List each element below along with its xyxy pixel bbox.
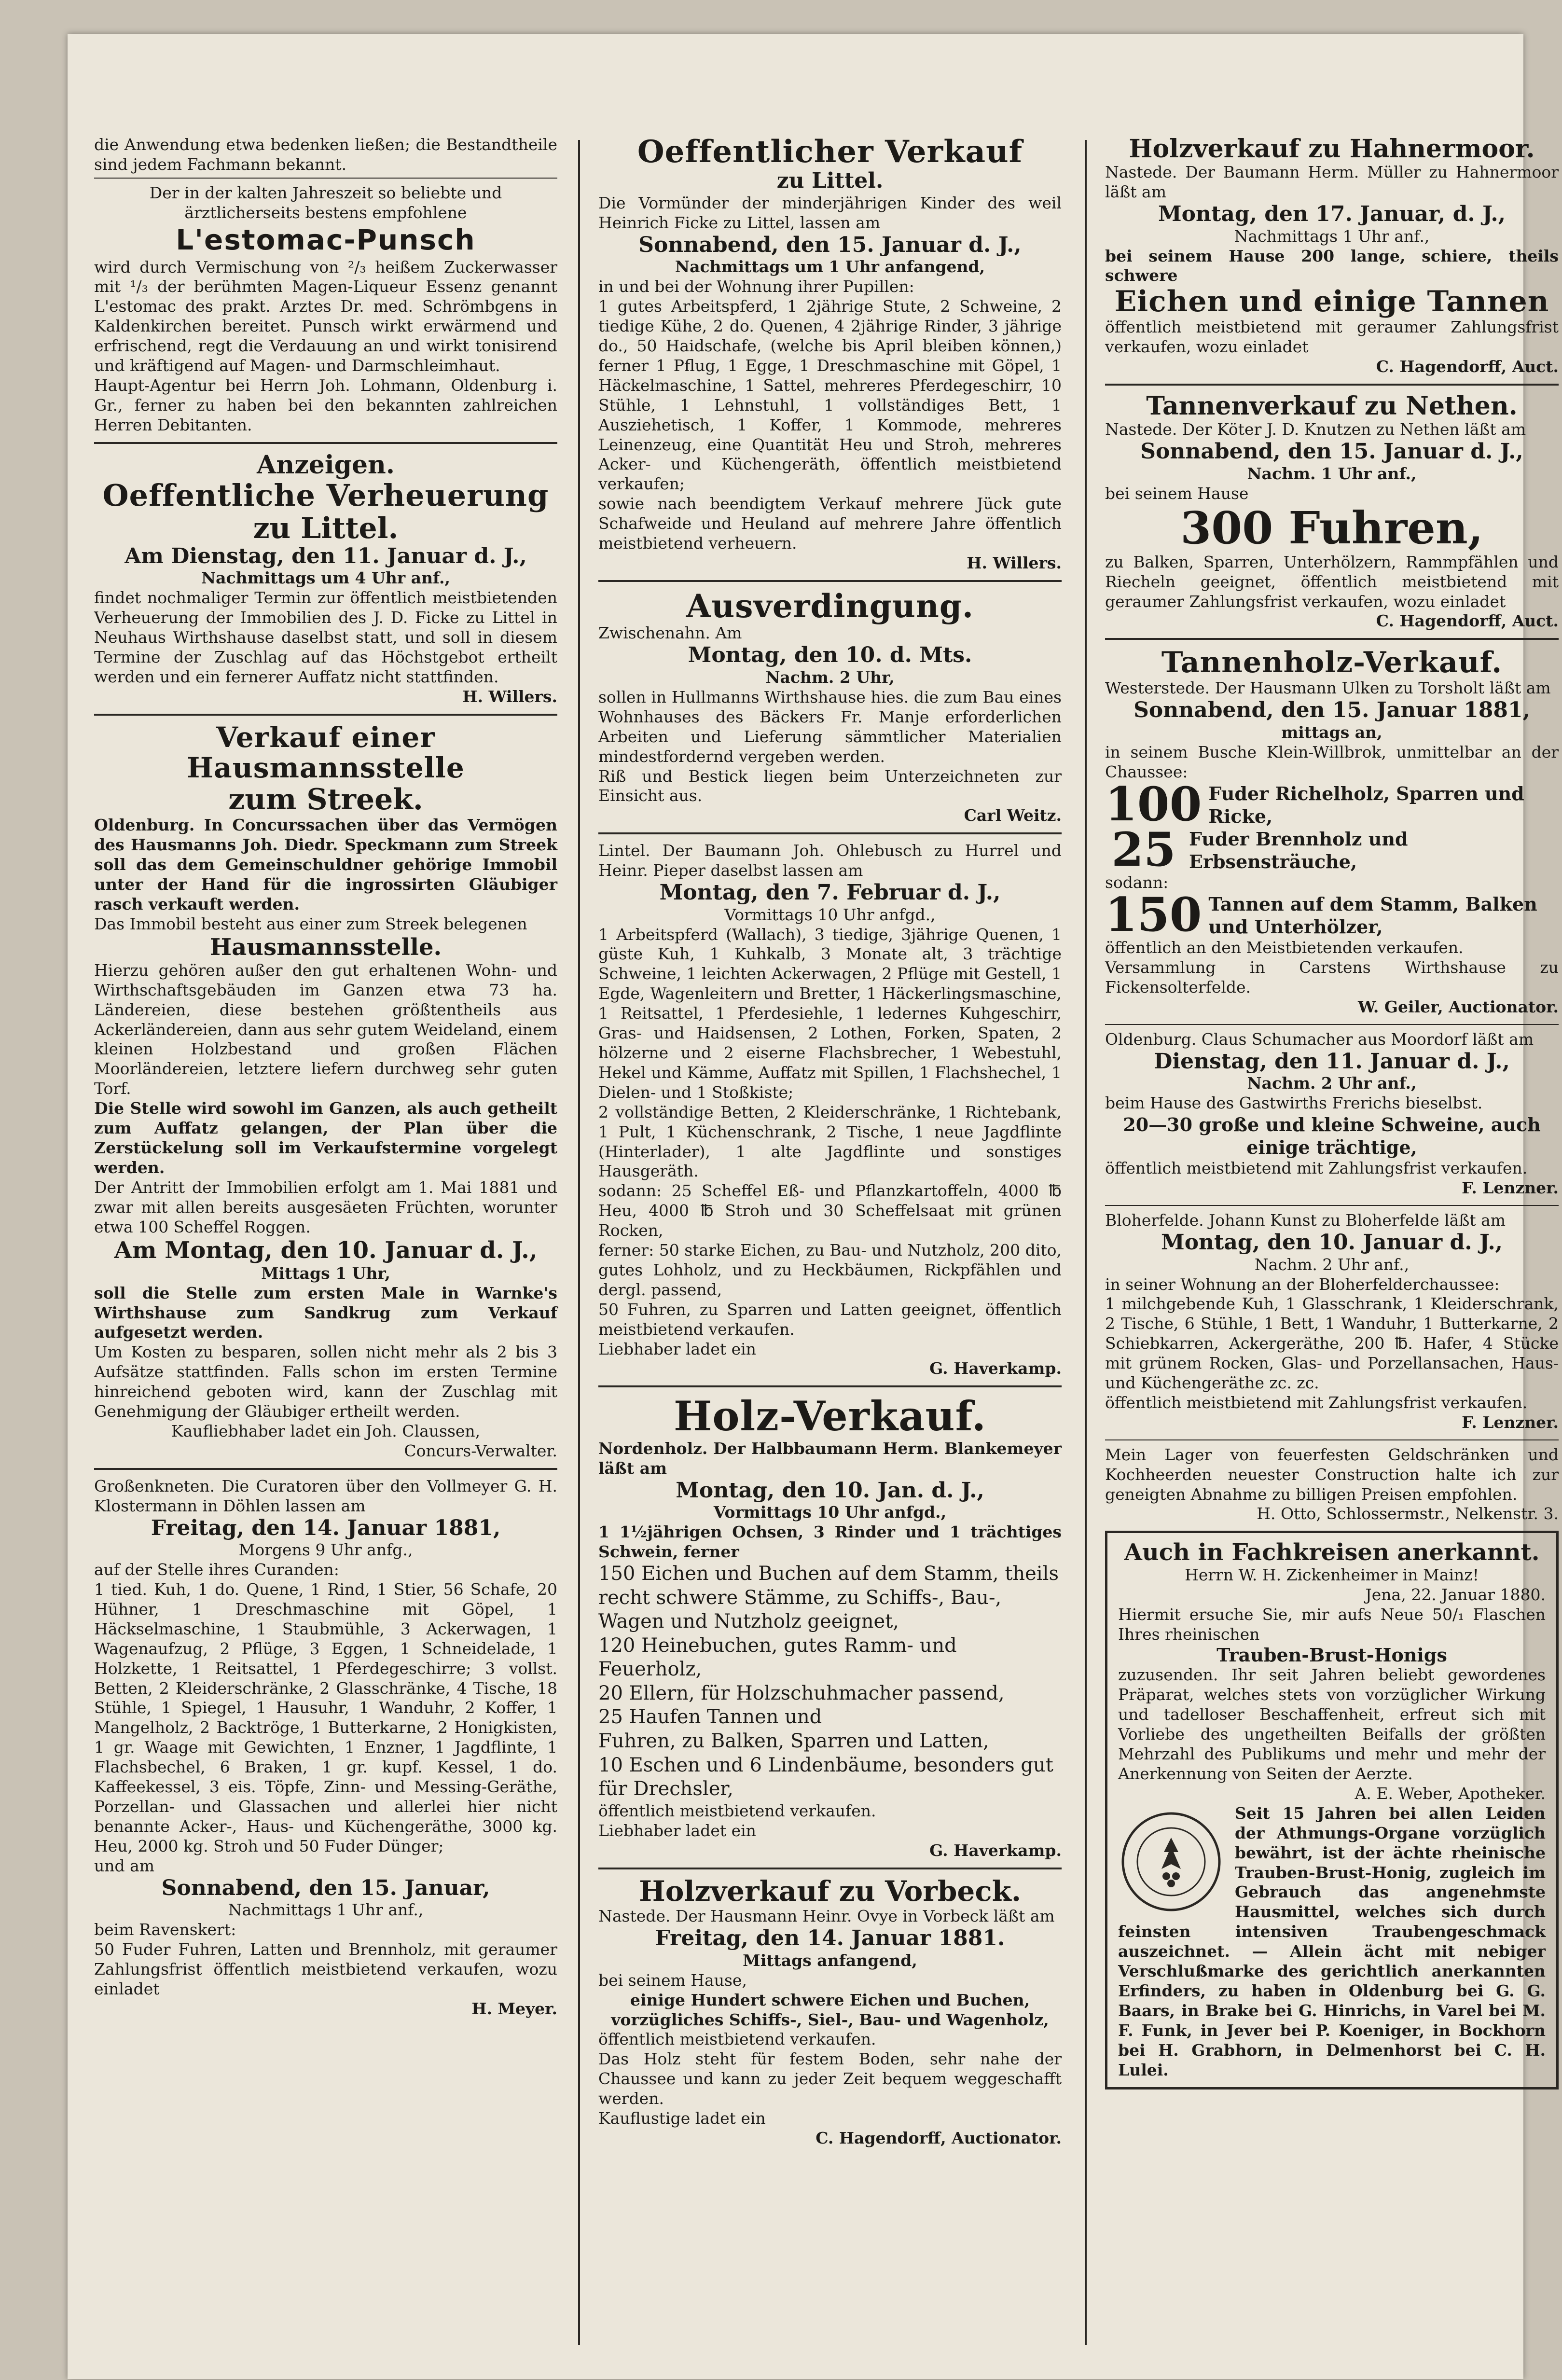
ad-signature: G. Haverkamp. — [929, 1840, 1062, 1860]
ad-time: Nachmittags um 1 Uhr anfangend, — [675, 257, 985, 277]
ad-title: Tannenholz-Verkauf. — [1161, 646, 1503, 680]
ad-subtitle: zum Streek. — [228, 783, 423, 817]
ad-signature: C. Hagendorff, Auctionator. — [816, 2129, 1062, 2148]
column-3 — [1105, 135, 1559, 2365]
section-heading: Anzeigen. — [257, 450, 395, 480]
ad-body: findet nochmaliger Termin zur öffentlich meistbietenden Verheuerung der Immobilien des J. D. Ficke zu Littel in Neuhaus Wirthshause daselbst statt, und soll in diesem Termine der Zuschlag auf das Höchstgebot ertheilt werden und ein fernerer Auffatz nicht stattfinden. — [94, 588, 557, 686]
list-item: 25 Haufen Tannen und — [598, 1706, 822, 1729]
ad-paragraph: Jena, 22. Januar 1880. — [1365, 1585, 1546, 1605]
ad-paragraph: sollen in Hullmanns Wirthshause hies. die zum Bau eines Wohnhauses des Bäckers Fr. Manje erforderlichen Arbeiten und Lieferung sämmtlicher Materialien mindestfordernd vergeben werden. — [598, 687, 1062, 766]
ad-intro: Der in der kalten Jahreszeit so beliebte und ärztlicherseits bestens empfohlene — [149, 183, 502, 222]
ad-date: Montag, den 10. Jan. d. J., — [676, 1478, 984, 1503]
ad-time: mittags an, — [1281, 722, 1382, 742]
ad-title: Holz-Verkauf. — [673, 1392, 986, 1440]
ad-paragraph: und am — [94, 1856, 155, 1875]
ad-signature: C. Hagendorff, Auct. — [1376, 357, 1559, 376]
ad-paragraph: ferner: 50 starke Eichen, zu Bau- und Nutzholz, 200 dito, gutes Lohholz, und zu Heckbäumen, Rickpfählen und dergl. passend, — [598, 1241, 1062, 1299]
ad-paragraph: Nordenholz. Der Halbbaumann Herm. Blankemeyer läßt am — [598, 1439, 1062, 1478]
littel-ad — [598, 135, 1062, 573]
column-1 — [94, 135, 557, 2365]
ad-signature: Carl Weitz. — [964, 806, 1062, 825]
ad-paragraph: in seinem Busche Klein-Willbrok, unmittelbar an der Chaussee: — [1105, 742, 1559, 781]
ad-signature: A. E. Weber, Apotheker. — [1355, 1784, 1546, 1803]
ad-paragraph: öffentlich meistbietend verkaufen. — [598, 2030, 876, 2049]
ad-paragraph: 1 1½jährigen Ochsen, 3 Rinder und 1 trächtiges Schwein, ferner — [598, 1522, 1062, 1561]
ad-signature: F. Lenzner. — [1462, 1412, 1559, 1432]
ad-paragraph: in seiner Wohnung an der Bloherfelderchaussee: — [1105, 1274, 1500, 1294]
bloherfelde-ad — [1105, 1211, 1559, 1433]
quantity-text: Tannen auf dem Stamm, Balken und Unterhölzer, — [1208, 893, 1537, 938]
ad-paragraph: Nastede. Der Hausmann Heinr. Ovye in Vorbeck läßt am — [598, 1907, 1055, 1926]
ad-paragraph: 1 Arbeitspferd (Wallach), 3 tiedige, 3jährige Quenen, 1 güste Kuh, 1 Kuhkalb, 3 Monate alt, 3 trächtige Schweine, 1 leichten Ackerwagen, 2 Pflüge mit Gestell, 1 Egde, Wagenleitern und Bretter, 1 Häckerlingsmaschine, 1 Reitsattel, 1 Pferdesiehle, 1 ledernes Kuhgeschirr, Gras- und Haidsensen, 2 Lothen, Forken, Spaten, 2 hölzerne und 2 eiserne Flachsbrecher, 1 Webestuhl, Hekel und Kämme, Auffatz mit Spillen, 1 Flachshechel, 1 Dielen- und 1 Stoßkiste; — [598, 925, 1062, 1102]
ad-paragraph: sodann: 25 Scheffel Eß- und Pflanzkartoffeln, 4000 ℔ Heu, 4000 ℔ Stroh und 30 Scheffelsaat mit grünen Rocken, — [598, 1181, 1062, 1240]
ad-signature: G. Haverkamp. — [929, 1359, 1062, 1378]
hausmann-ad — [94, 722, 557, 1461]
ad-paragraph: Der Antritt der Immobilien erfolgt am 1. Mai 1881 und zwar mit allen bereits ausgesäeten Früchten, worunter etwa 100 Scheffel Roggen. — [94, 1177, 557, 1236]
ad-paragraph: Lintel. Der Baumann Joh. Ohlebusch zu Hurrel und Heinr. Pieper daselbst lassen am — [598, 841, 1062, 880]
ad-paragraph: einige Hundert schwere Eichen und Buchen, vorzügliches Schiffs-, Siel-, Bau- und Wagenholz, — [611, 1990, 1049, 2029]
ad-date: Dienstag, den 11. Januar d. J., — [1154, 1049, 1510, 1074]
quantity-row — [1105, 887, 1559, 942]
ad-paragraph: bei seinem Hause — [1105, 484, 1249, 503]
ad-paragraph: Hiermit ersuche Sie, mir aufs Neue 50/₁ Flaschen Ihres rheinischen — [1118, 1605, 1546, 1644]
ad-time: Mittags anfangend, — [743, 1951, 917, 1970]
ad-paragraph: 50 Fuder Fuhren, Latten und Brennholz, mit geraumer Zahlungsfrist öffentlich meistbietend verkaufen, wozu einladet — [94, 1939, 557, 1998]
ad-paragraph: Die Vormünder der minderjährigen Kinder des weil Heinrich Ficke zu Littel, lassen am — [598, 193, 1062, 232]
ad-paragraph: Liebhaber ladet ein — [598, 1821, 756, 1840]
ad-paragraph: sodann: — [1105, 873, 1169, 892]
ad-paragraph: Herrn W. H. Zickenheimer in Mainz! — [1185, 1565, 1479, 1585]
ad-signature: Concurs-Verwalter. — [404, 1441, 557, 1460]
ad-paragraph: Kauflustige ladet ein — [598, 2109, 766, 2128]
ad-paragraph: 1 tied. Kuh, 1 do. Quene, 1 Rind, 1 Stier, 56 Schafe, 20 Hühner, 1 Dreschmaschine mit Göpel, 1 Häckselmaschine, 1 Staubmühle, 3 Ackerwagen, 1 Wagenaufzug, 2 Pflüge, 3 Eggen, 1 Schneidelade, 1 Holzkette, 1 Reitsattel, 1 Pferdegeschirre; 3 vollst. Betten, 2 Kleiderschränke, 2 Glasschränke, 4 Tische, 18 Stühle, 1 Spiegel, 1 Hausuhr, 1 Wanduhr, 2 Koffer, 1 Mangelholz, 2 Backtröge, 1 Butterkarne, 2 Honigkisten, 1 gr. Waage mit Gewichten, 1 Enzner, 1 Jagdflinte, 1 Flachsbechel, 6 Braken, 1 gr. kupf. Kessel, 1 do. Kaffeekessel, 3 eis. Töpfe, Zinn- und Messing-Geräthe, Porzellan- und Glassachen und allerlei hier nicht benannte Acker-, Haus- und Küchengeräthe, 3000 kg. Heu, 2000 kg. Stroh und 50 Fuder Dünger; — [94, 1579, 557, 1855]
ad-time: Nachmittags 1 Uhr anf., — [228, 1900, 424, 1920]
ad-paragraph: Hierzu gehören außer den gut erhaltenen Wohn- und Wirthschaftsgebäuden im Ganzen etwa 73 ha. Ländereien, diese bestehen größtentheils aus Ackerländereien, dann aus sehr gutem Weideland, einem kleinen Holzbestand und großen Flächen Moorländereien, letztere liefern durchweg sehr guten Torf. — [94, 960, 557, 1098]
ad-paragraph: sowie nach beendigtem Verkauf mehrere Jück gute Schafweide und Heuland auf mehrere Jahre öffentlich meistbietend verheuern. — [598, 494, 1062, 553]
ad-paragraph: 50 Fuhren, zu Sparren und Latten geeignet, öffentlich meistbietend verkaufen. — [598, 1300, 1062, 1339]
list-item: Fuhren, zu Balken, Sparren und Latten, — [598, 1730, 989, 1753]
ad-title: Verkauf einer Hausmannsstelle — [187, 720, 465, 785]
ad-paragraph: Zwischenahn. Am — [598, 623, 742, 643]
ad-highlight: Eichen und einige Tannen — [1114, 285, 1549, 319]
ad-agent: Haupt-Agentur bei Herrn Joh. Lohmann, Oldenburg i. Gr., ferner zu haben bei den bekannten zahlreichen Herren Debitanten. — [94, 375, 557, 434]
ad-title: Holzverkauf zu Hahnermoor. — [1129, 134, 1535, 164]
ad-date: Montag, den 10. Januar d. J., — [1161, 1230, 1503, 1255]
ad-paragraph: Nastede. Der Köter J. D. Knutzen zu Nethen läßt am — [1105, 420, 1526, 439]
ad-paragraph: öffentlich meistbietend mit Zahlungsfrist verkaufen. — [1105, 1393, 1528, 1412]
ad-signature: F. Lenzner. — [1462, 1178, 1559, 1198]
list-item: 150 Eichen und Buchen auf dem Stamm, theils recht schwere Stämme, zu Schiffs-, Bau-, Wagen und Nutzholz geeignet, — [598, 1562, 1059, 1633]
ad-date: Sonnabend, den 15. Januar d. J., — [638, 232, 1022, 257]
ad-date: Sonnabend, den 15. Januar 1881, — [1133, 698, 1530, 723]
ad-time: Morgens 9 Uhr anfg., — [238, 1540, 413, 1560]
ad-paragraph: auf der Stelle ihres Curanden: — [94, 1560, 339, 1579]
top-text: die Anwendung etwa bedenken ließen; die Bestandtheile sind jedem Fachmann bekannt. — [94, 135, 557, 174]
ad-signature: H. Willers. — [967, 553, 1062, 572]
ad-subheading: Hausmannsstelle. — [209, 933, 442, 961]
ad-paragraph: Versammlung in Carstens Wirthshause zu Fickensolterfelde. — [1105, 958, 1559, 996]
ad-time: Nachm. 2 Uhr, — [765, 667, 895, 687]
quantity: 150 — [1105, 887, 1202, 942]
ad-time: Nachm. 2 Uhr anf., — [1247, 1074, 1417, 1093]
product-name: L'estomac-Punsch — [176, 223, 476, 256]
grossenkneten-ad — [94, 1477, 557, 2019]
ad-time: Nachm. 2 Uhr anf., — [1254, 1255, 1410, 1274]
ad-signature: H. Otto, Schlossermstr., Nelkenstr. 3. — [1257, 1504, 1559, 1523]
ad-paragraph: bei seinem Hause, — [598, 1970, 747, 1990]
ad-date: Sonnabend, den 15. Januar d. J., — [1140, 439, 1523, 464]
ad-paragraph: Seit 15 Jahren bei allen Leiden der Athmungs-Organe vorzüglich bewährt, ist der ächte rheinische Trauben-Brust-Honig, zugleich im Gebrauch das angenehmste Hausmittel, welches sich durch feinsten intensiven Traubengeschmack auszeichnet. — Allein ächt mit nebiger Verschlußmarke des gerichtlich anerkannten Erfinders, zu haben in Oldenburg bei G. G. Baars, in Brake bei G. Hinrichs, in Varel bei M. F. Funk, in Jever bei P. Koeniger, in Bockhorn bei H. Grabhorn, in Delmenhorst bei C. H. Lulei. — [1118, 1803, 1546, 2079]
newspaper-page — [68, 34, 1559, 2379]
punsch-ad — [94, 183, 557, 435]
ad-date: Montag, den 17. Januar, d. J., — [1158, 202, 1506, 226]
quantity-row — [1105, 776, 1559, 831]
ad-paragraph: 20—30 große und kleine Schweine, auch einige trächtige, — [1123, 1114, 1541, 1159]
ad-paragraph: Bloherfelde. Johann Kunst zu Bloherfelde läßt am — [1105, 1211, 1506, 1230]
ad-signature: H. Meyer. — [471, 1999, 557, 2018]
list-item: 20 Ellern, für Holzschuhmacher passend, — [598, 1682, 1005, 1704]
ad-subtitle: Trauben-Brust-Honigs — [1216, 1644, 1447, 1666]
tannenholz-ad — [1105, 647, 1559, 1017]
moordorf-ad — [1105, 1030, 1559, 1198]
ad-paragraph: Die Stelle wird sowohl im Ganzen, als auch getheilt zum Auffatz gelangen, der Plan über die Zerstückelung soll im Verkaufstermine vorgelegt werden. — [94, 1099, 557, 1177]
ad-title: Ausverdingung. — [686, 587, 974, 625]
ad-signature: C. Hagendorff, Auct. — [1376, 611, 1559, 631]
verheuerung-ad — [94, 479, 557, 706]
quantity-text: Fuder Richelholz, Sparren und Ricke, — [1208, 782, 1524, 827]
ad-subtitle: zu Littel. — [776, 168, 884, 194]
ad-date: Sonnabend, den 15. Januar, — [161, 1875, 490, 1900]
list-item: 10 Eschen und 6 Lindenbäume, besonders gut für Drechsler, — [598, 1754, 1053, 1800]
ad-time: Vormittags 10 Uhr anfgd., — [724, 905, 936, 924]
ad-paragraph: Oldenburg. Claus Schumacher aus Moordorf läßt am — [1105, 1029, 1534, 1049]
ad-body: wird durch Vermischung von ²/₃ heißem Zuckerwasser mit ¹/₃ der berühmten Magen-Liqueur Essenz genannt L'estomac des prakt. Arztes Dr. med. Schrömbgens in Kaldenkirchen bereitet. Punsch wirkt erwärmend und erfrischend, regt die Verdauung an und wirkt tonisirend und kräftigend auf Magen- und Darmschleimhaut. — [94, 257, 557, 375]
ad-paragraph: zu Balken, Sparren, Unterhölzern, Rammpfählen und Riecheln geeignet, öffentlich meistbietend mit geraumer Zahlungsfrist verkaufen, wozu einladet — [1105, 552, 1559, 611]
lintel-ad — [598, 841, 1062, 1379]
ad-paragraph: Das Immobil besteht aus einer zum Streek belegenen — [94, 914, 527, 933]
column-rule — [1085, 140, 1087, 2345]
quantity-row — [1105, 822, 1559, 877]
ad-paragraph: Um Kosten zu besparen, sollen nicht mehr als 2 bis 3 Aufsätze stattfinden. Falls schon im ersten Termine hinreichend geboten wird, kann der Zuschlag mit Genehmigung der Gläubiger ertheilt werden. — [94, 1342, 557, 1421]
ad-paragraph: beim Hause des Gastwirths Frerichs bieselbst. — [1105, 1093, 1483, 1113]
ad-date: Freitag, den 14. Januar 1881, — [151, 1515, 501, 1540]
ad-paragraph: 1 gutes Arbeitspferd, 1 2jährige Stute, 2 Schweine, 2 tiedige Kühe, 2 do. Quenen, 4 2jährige Rinder, 3 jährige do., 50 Haidschafe, (welche bis April bleiben können,) ferner 1 Pflug, 1 Egge, 1 Dreschmaschine mit Göpel, 1 Häckelmaschine, 1 Sattel, mehreres Pferdegeschirr, 10 Stühle, 1 Lehnstuhl, 1 vollständiges Bett, 1 Ausziehetisch, 1 Koffer, 1 Kommode, mehreres Leinenzeug, eine Quantität Heu und Stroh, mehreres Acker- und Küchengeräth, öffentlich meistbietend verkaufen; — [598, 297, 1062, 494]
ad-paragraph: zuzusenden. Ihr seit Jahren beliebt gewordenes Präparat, welches stets von vorzüglicher Wirkung und tadelloser Beschaffenheit, erfreut sich mit Vorliebe des ungetheilten Beifalls der größten Mehrzahl des Publikums und mehr und mehr der Anerkennung von Seiten der Aerzte. — [1118, 1665, 1546, 1784]
ad-title: Auch in Fachkreisen anerkannt. — [1124, 1539, 1540, 1566]
quantity: 100 — [1105, 776, 1202, 831]
ad-signature: H. Willers. — [462, 687, 557, 706]
ad-paragraph: bei seinem Hause 200 lange, schiere, theils schwere — [1105, 246, 1559, 285]
list-item: 120 Heinebuchen, gutes Ramm- und Feuerholz, — [598, 1634, 957, 1681]
otto-ad — [1105, 1445, 1559, 1524]
quantity: 25 — [1111, 822, 1176, 877]
ad-time: Vormittags 10 Uhr anfgd., — [713, 1503, 947, 1522]
item-list — [598, 1562, 1062, 1801]
ad-paragraph: öffentlich an den Meistbietenden verkaufen. — [1105, 938, 1464, 957]
column-rule — [578, 140, 580, 2345]
hahnermoor-ad — [1105, 135, 1559, 377]
ad-paragraph: Oldenburg. In Concurssachen über das Vermögen des Hausmanns Joh. Diedr. Speckmann zum Streek soll das dem Gemeinschuldner gehörige Immobil unter der Hand für die ingrossirten Gläubiger rasch verkauft werden. — [94, 816, 557, 913]
ad-paragraph: in und bei der Wohnung ihrer Pupillen: — [598, 277, 914, 296]
ad-date: Am Montag, den 10. Januar d. J., — [114, 1236, 538, 1264]
ad-time: Mittags 1 Uhr, — [261, 1263, 390, 1283]
ad-paragraph: Das Holz steht für festem Boden, sehr nahe der Chaussee und kann zu jeder Zeit bequem weggeschafft werden. — [598, 2049, 1062, 2108]
quantity-text: Fuder Brennholz und Erbsensträuche, — [1189, 828, 1408, 872]
column-2 — [598, 135, 1062, 2365]
ad-paragraph: Mein Lager von feuerfesten Geldschränken und Kochheerden neuester Construction halte ich zur geneigten Abnahme zu billigen Preisen empfohlen. — [1105, 1445, 1559, 1504]
ad-title: Tannenverkauf zu Nethen. — [1146, 391, 1518, 421]
ad-date: Montag, den 10. d. Mts. — [688, 643, 972, 668]
ad-subtitle: zu Littel. — [253, 511, 399, 545]
ad-time: Nachmittags 1 Uhr anf., — [1234, 226, 1430, 246]
nethen-ad — [1105, 392, 1559, 631]
ad-title: Holzverkauf zu Vorbeck. — [638, 1874, 1022, 1908]
ad-date: Montag, den 7. Februar d. J., — [659, 880, 1001, 905]
ad-title: Oeffentliche Verheuerung — [102, 478, 549, 513]
vorbeck-ad — [598, 1876, 1062, 2148]
ad-paragraph: öffentlich meistbietend mit Zahlungsfrist verkaufen. — [1105, 1159, 1528, 1178]
ad-signature: W. Geiler, Auctionator. — [1357, 997, 1559, 1016]
ad-paragraph: öffentlich meistbietend mit geraumer Zahlungsfrist verkaufen, wozu einladet — [1105, 318, 1559, 357]
ausverdingung-ad — [598, 589, 1062, 826]
ad-paragraph: Liebhaber ladet ein — [598, 1339, 756, 1358]
ad-time: Nachmittags um 4 Uhr anf., — [201, 568, 450, 588]
ad-highlight: 300 Fuhren, — [1180, 501, 1483, 554]
honig-ad-box — [1105, 1531, 1559, 2089]
ad-paragraph: öffentlich meistbietend verkaufen. — [598, 1801, 876, 1820]
ad-date: Freitag, den 14. Januar 1881. — [655, 1926, 1005, 1951]
ad-paragraph: 1 milchgebende Kuh, 1 Glasschrank, 1 Kleiderschrank, 2 Tische, 6 Stühle, 1 Bett, 1 Wanduhr, 1 Butterkarne, 2 Schiebkarren, Ackergeräthe, 200 ℔. Hafer, 4 Stücke mit grünem Rocken, Glas- und Porzellansachen, Haus- und Küchengeräthe zc. zc. — [1105, 1294, 1559, 1393]
ad-paragraph: Westerstede. Der Hausmann Ulken zu Torsholt läßt am — [1105, 678, 1551, 698]
seal-stamp-icon — [1118, 1809, 1224, 1915]
ad-paragraph: soll die Stelle zum ersten Male in Warnke's Wirthshause zum Sandkrug zum Verkauf aufgesetzt werden. — [94, 1283, 557, 1342]
ad-paragraph: Riß und Bestick liegen beim Unterzeichneten zur Einsicht aus. — [598, 766, 1062, 805]
holzverkauf-ad — [598, 1394, 1062, 1860]
ad-time: Nachm. 1 Uhr anf., — [1247, 464, 1417, 483]
ad-title: Oeffentlicher Verkauf — [637, 134, 1023, 170]
ad-paragraph: Großenkneten. Die Curatoren über den Vollmeyer G. H. Klostermann in Döhlen lassen am — [94, 1476, 557, 1515]
ad-paragraph: beim Ravenskert: — [94, 1920, 236, 1939]
ad-paragraph: Nastede. Der Baumann Herm. Müller zu Hahnermoor läßt am — [1105, 163, 1559, 202]
ad-date: Am Dienstag, den 11. Januar d. J., — [124, 543, 527, 568]
ad-paragraph: 2 vollständige Betten, 2 Kleiderschränke, 1 Richtebank, 1 Pult, 1 Küchenschrank, 2 Tische, 1 neue Jagdflinte (Hinterlader), 1 alte Jagdflinte und sonstiges Hausgeräth. — [598, 1102, 1062, 1181]
ad-paragraph: Kaufliebhaber ladet ein Joh. Claussen, — [171, 1421, 481, 1440]
